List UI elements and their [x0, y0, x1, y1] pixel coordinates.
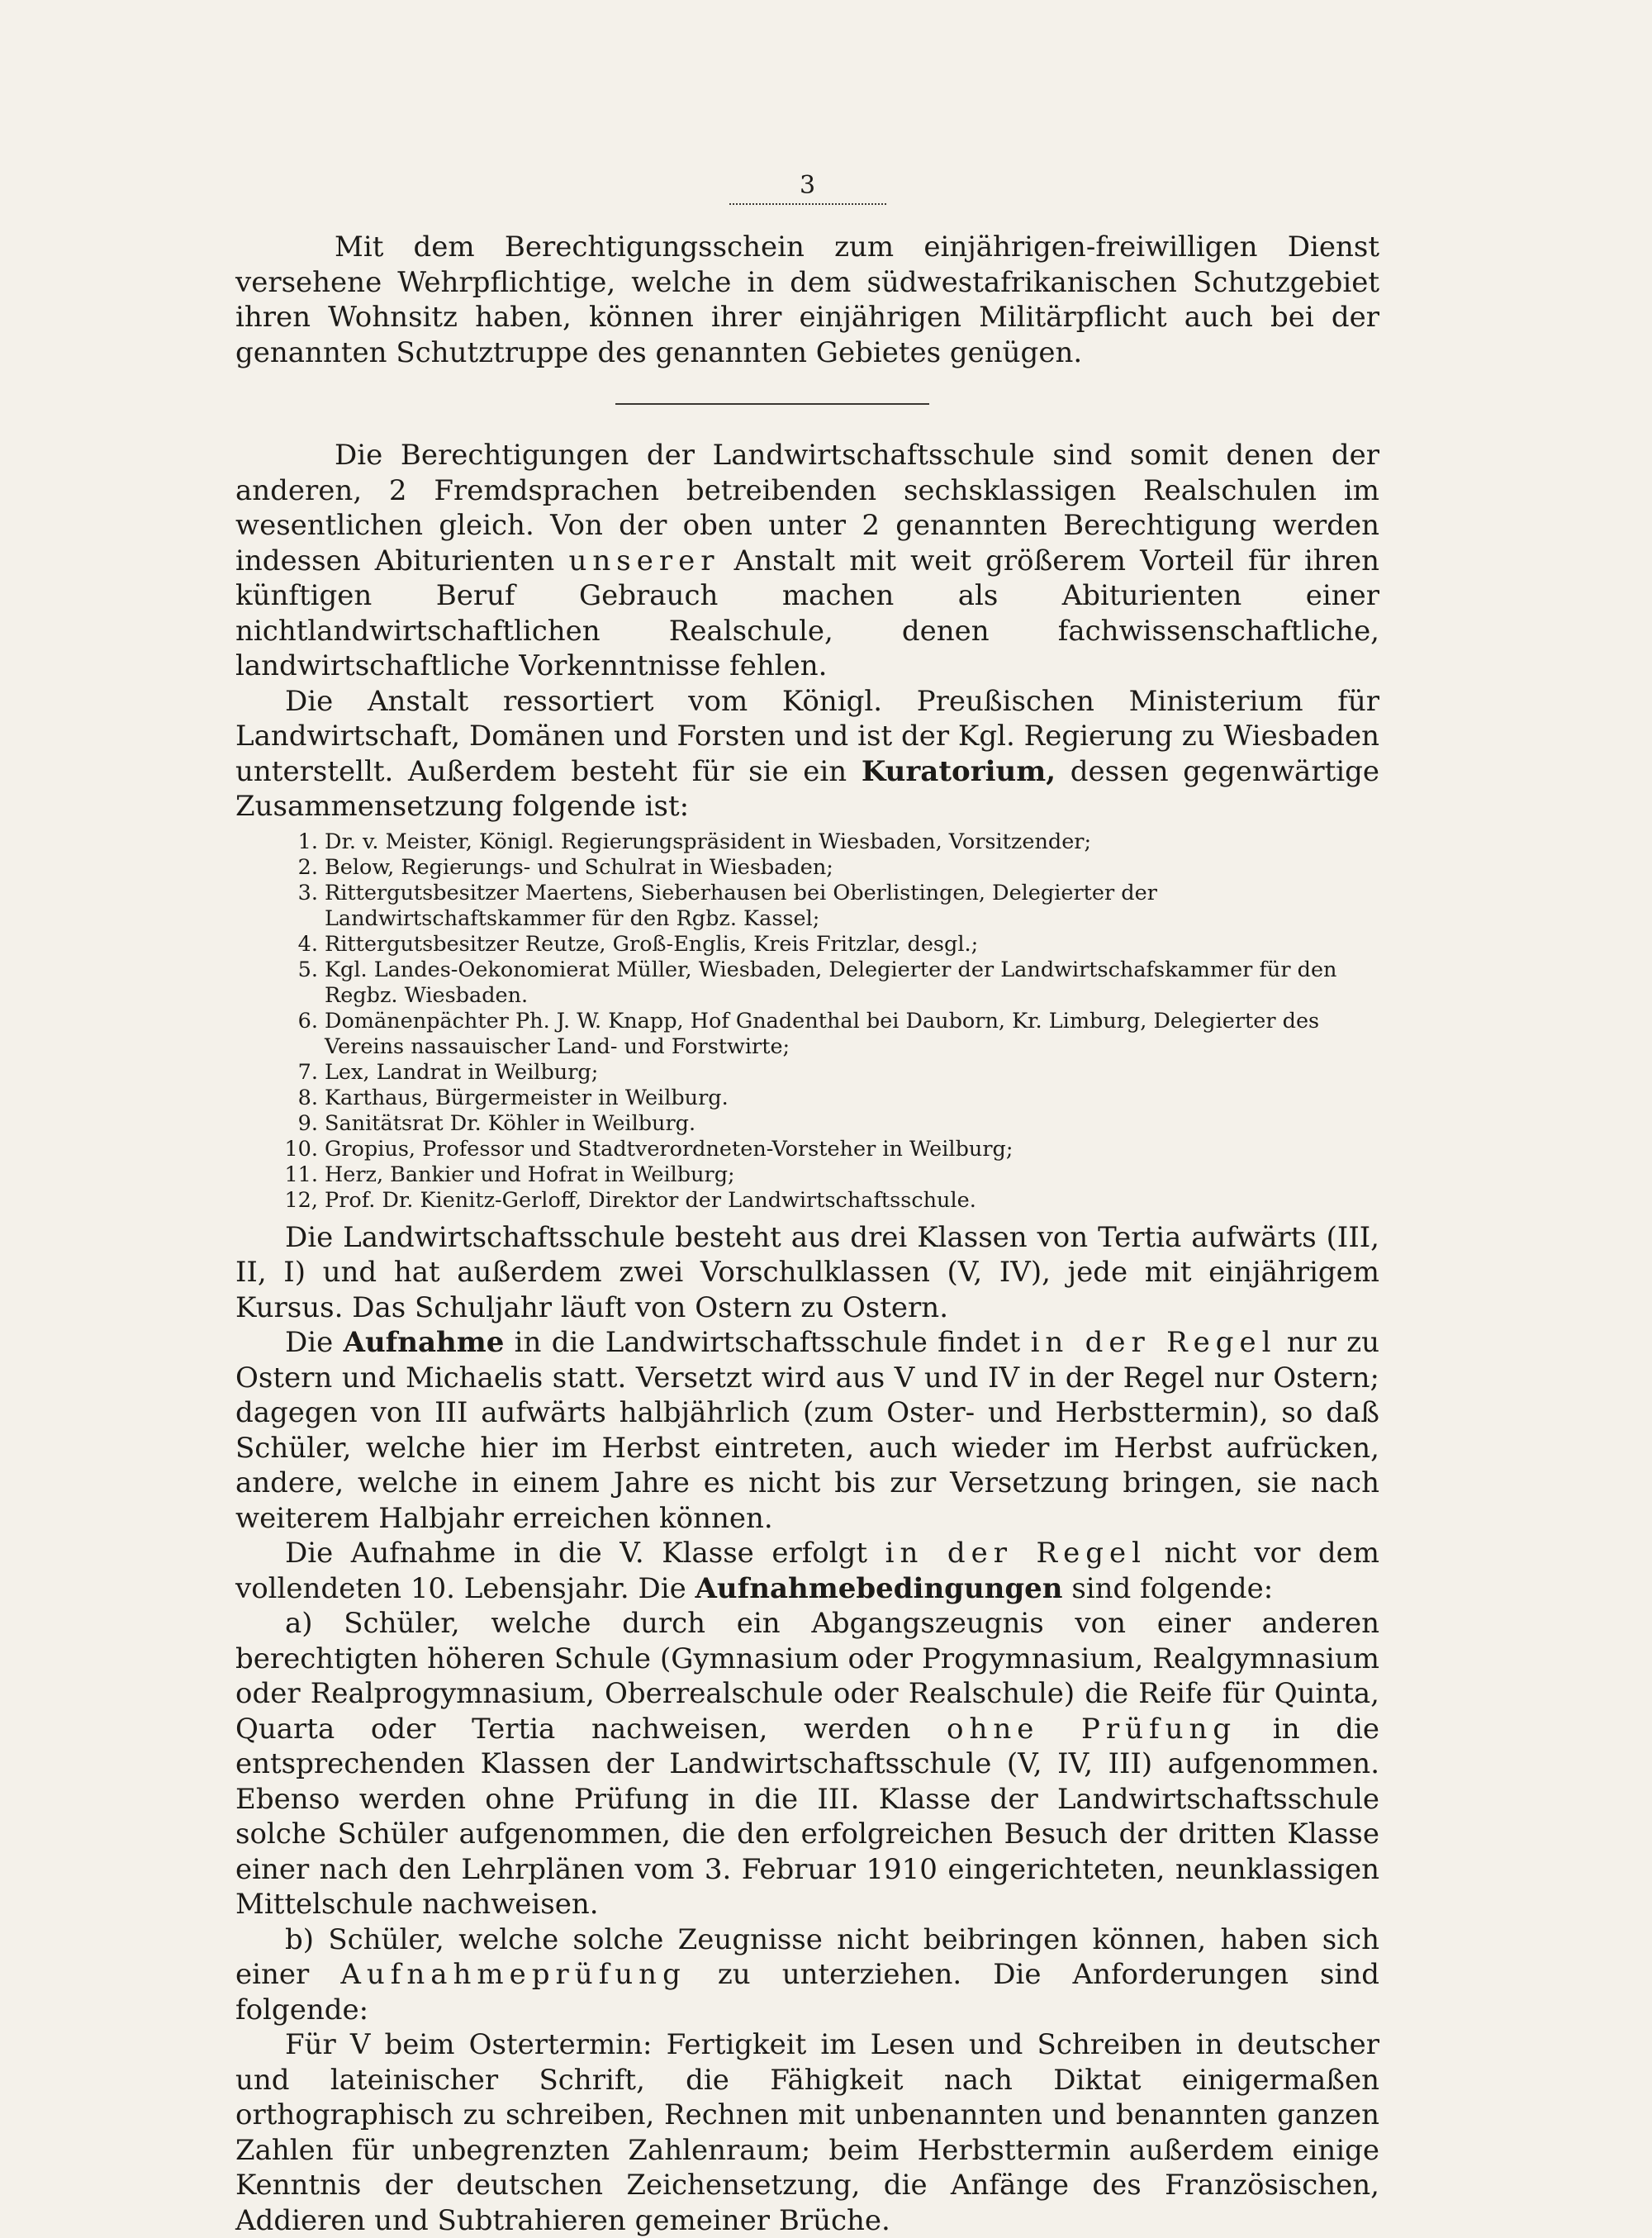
- paragraph-text: Anstalt mit weit größerem Vorteil für ihren künftigen Beruf Gebrauch machen als Abiturienten einer nichtlandwirtschaftlichen Realschule, denen fachwissenschaftliche, landwirtschaftliche Vorkenntnisse fehlen.: [235, 544, 1379, 682]
- member-text: Gropius, Professor und Stadtverordneten-Vorsteher in Weilburg;: [325, 1136, 1014, 1162]
- paragraph-condition-a: [235, 1606, 1379, 1922]
- kuratorium-list: [235, 829, 1379, 1214]
- emphasis-in-der-regel: in der Regel: [1030, 1326, 1277, 1359]
- member-text: Lex, Landrat in Weilburg;: [325, 1059, 599, 1085]
- emphasis-ohne-pruefung: ohne Prüfung: [946, 1712, 1237, 1746]
- paragraph-text: Die Anstalt ressortiert vom Königl. Preußischen Ministerium für Landwirtschaft, Domänen und Forsten und ist der Kgl. Regierung zu Wiesbaden unterstellt. Außerdem besteht für sie ein: [235, 684, 1379, 788]
- list-number: 8.: [297, 1085, 318, 1110]
- list-number: 4.: [297, 931, 318, 957]
- paragraph-text: Die: [285, 1326, 344, 1359]
- paragraph-text: dessen gegenwärtige Zusammensetzung folgende ist:: [235, 754, 1380, 823]
- kuratorium-member: [235, 1060, 1379, 1086]
- page-number-ornament: [729, 203, 886, 205]
- member-text: Below, Regierungs- und Schulrat in Wiesbaden;: [325, 854, 833, 880]
- paragraph-anforderungen-v: Für V beim Ostertermin: Fertigkeit im Lesen und Schreiben in deutscher und lateinischer Schrift, die Fähigkeit nach Diktat einigermaßen orthographisch zu schreiben, Rechnen mit unbenannten und benannten ganzen Zahlen für unbegrenzten Zahlenraum; beim Herbsttermin außerdem einige Kenntnis der deutschen Zeichensetzung, die Anfänge des Französischen, Addieren und Subtrahieren gemeiner Brüche.: [235, 2028, 1379, 2237]
- member-text: Sanitätsrat Dr. Köhler in Weilburg.: [325, 1110, 696, 1136]
- section-divider: [615, 403, 929, 405]
- paragraph-text: Die Berechtigungen der Landwirtschaftsschule sind somit denen der anderen, 2 Fremdsprachen betreibenden sechsklassigen Realschulen im wesentlichen gleich. Von der oben unter 2 genannten Berechtigung werden indessen Abiturienten: [235, 439, 1379, 577]
- kuratorium-member: [235, 1009, 1379, 1060]
- list-number: 2.: [297, 854, 318, 880]
- paragraph-text: nur zu Ostern und Michaelis statt. Versetzt wird aus V und IV in der Regel nur Ostern; dagegen von III aufwärts halbjährlich (zum Oster- und Herbsttermin), so daß Schüler, welche hier im Herbst eintreten, auch wieder im Herbst aufrücken, andere, welche in einem Jahre es nicht bis zur Versetzung bringen, sie nach weiterem Halbjahr erreichen können.: [235, 1326, 1379, 1535]
- list-number: 5.: [297, 957, 318, 982]
- page-number: 3: [799, 171, 816, 200]
- paragraph-aufnahme-v-klasse: [235, 1536, 1379, 1606]
- member-text: Prof. Dr. Kienitz-Gerloff, Direktor der Landwirtschaftsschule.: [325, 1187, 976, 1213]
- emphasis-aufnahmebedingungen: Aufnahmebedingungen: [695, 1571, 1063, 1605]
- kuratorium-member: [235, 1086, 1379, 1111]
- member-text: Rittergutsbesitzer Reutze, Groß-Englis, Kreis Fritzlar, desgl.;: [325, 931, 979, 957]
- emphasis-aufnahmepruefung: Aufnahmeprüfung: [340, 1958, 686, 1991]
- list-number: 9.: [297, 1110, 318, 1136]
- emphasis-unserer: unserer: [568, 544, 720, 577]
- list-number: 10.: [284, 1136, 318, 1162]
- list-number: 7.: [297, 1059, 318, 1085]
- kuratorium-member: [235, 1111, 1379, 1137]
- member-text: Domänenpächter Ph. J. W. Knapp, Hof Gnadenthal bei Dauborn, Kr. Limburg, Delegierter des Vereins nassauischer Land- und Forstwirte;: [325, 1008, 1320, 1059]
- paragraph-wehrpflicht: Mit dem Berechtigungsschein zum einjährigen-freiwilligen Dienst versehene Wehrpflichtige, welche in dem südwestafrikanischen Schutzgebiet ihren Wohnsitz haben, können ihrer einjährigen Militärpflicht auch bei der genannten Schutztruppe des genannten Gebietes genügen.: [235, 230, 1379, 369]
- paragraph-anstalt: [235, 684, 1379, 824]
- paragraph-text: nicht vor dem vollendeten 10. Lebensjahr. Die: [235, 1537, 1379, 1605]
- kuratorium-member: [235, 829, 1379, 855]
- kuratorium-member: [235, 855, 1379, 881]
- emphasis-kuratorium: Kuratorium,: [861, 754, 1056, 788]
- list-number: 12,: [284, 1187, 318, 1213]
- paragraph-text: Die Aufnahme in die V. Klasse erfolgt: [285, 1537, 885, 1570]
- paragraph-text: b) Schüler, welche solche Zeugnisse nicht beibringen können, haben sich einer: [235, 1922, 1379, 1991]
- paragraph-aufnahme: [235, 1325, 1379, 1536]
- emphasis-aufnahme: Aufnahme: [343, 1326, 505, 1359]
- kuratorium-member: [235, 1137, 1379, 1162]
- member-text: Kgl. Landes-Oekonomierat Müller, Wiesbaden, Delegierter der Landwirtschafskammer für den Regbz. Wiesbaden.: [325, 957, 1337, 1008]
- list-number: 3.: [297, 880, 318, 905]
- emphasis-in-der-regel: in der Regel: [885, 1537, 1147, 1570]
- paragraph-text: in die entsprechenden Klassen der Landwirtschaftsschule (V, IV, III) aufgenommen. Ebenso werden ohne Prüfung in die III. Klasse der Landwirtschaftsschule solche Schüler aufgenommen, die den erfolgreichen Besuch der dritten Klasse einer nach den Lehrplänen vom 3. Februar 1910 eingerichteten, neunklassigen Mittelschule nachweisen.: [235, 1712, 1379, 1921]
- list-number: 6.: [297, 1008, 318, 1033]
- paragraph-text: a) Schüler, welche durch ein Abgangszeugnis von einer anderen berechtigten höheren Schule (Gymnasium oder Progymnasium, Realgymnasium oder Realprogymnasium, Oberrealschule oder Realschule) die Reife für Quinta, Quarta oder Tertia nachweisen, werden: [235, 1607, 1379, 1746]
- list-number: 1.: [297, 829, 318, 854]
- kuratorium-member: [235, 957, 1379, 1009]
- kuratorium-member: [235, 1188, 1379, 1214]
- member-text: Rittergutsbesitzer Maertens, Sieberhausen bei Oberlistingen, Delegierter der Landwirtschaftskammer für den Rgbz. Kassel;: [325, 880, 1157, 931]
- paragraph-text: in die Landwirtschaftsschule findet: [504, 1326, 1031, 1359]
- list-number: 11.: [284, 1162, 318, 1187]
- paragraph-klassen: Die Landwirtschaftsschule besteht aus drei Klassen von Tertia aufwärts (III, II, I) und hat außerdem zwei Vorschulklassen (V, IV), jede mit einjährigem Kursus. Das Schuljahr läuft von Ostern zu Ostern.: [235, 1220, 1379, 1324]
- kuratorium-member: [235, 932, 1379, 957]
- kuratorium-member: [235, 1162, 1379, 1188]
- member-text: Herz, Bankier und Hofrat in Weilburg;: [325, 1162, 735, 1187]
- kuratorium-member: [235, 881, 1379, 932]
- paragraph-text: zu unterziehen. Die Anforderungen sind folgende:: [235, 1958, 1380, 2027]
- member-text: Dr. v. Meister, Königl. Regierungspräsident in Wiesbaden, Vorsitzender;: [325, 829, 1092, 854]
- member-text: Karthaus, Bürgermeister in Weilburg.: [325, 1085, 729, 1110]
- paragraph-condition-b: [235, 1922, 1379, 2028]
- paragraph-berechtigungen: [235, 438, 1379, 684]
- paragraph-text: sind folgende:: [1062, 1571, 1274, 1605]
